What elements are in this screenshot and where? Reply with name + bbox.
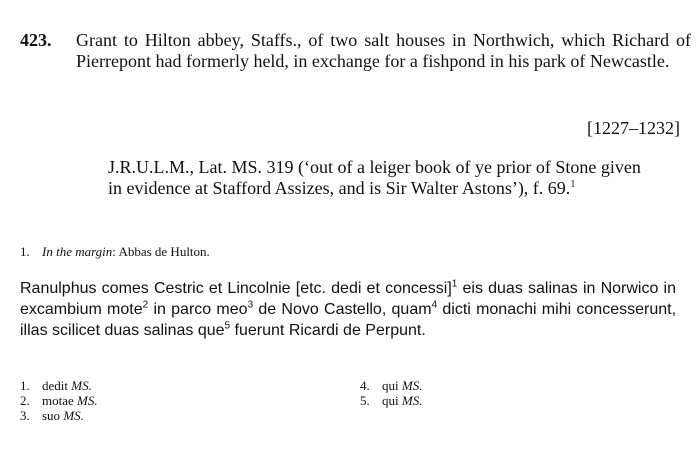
latin-text-segment: fuerunt Ricardi de Perpunt. <box>230 322 426 339</box>
margin-note <box>20 244 210 260</box>
footnote-item <box>360 378 422 393</box>
margin-note-label: In the margin <box>42 244 113 259</box>
footnote-item <box>20 393 98 408</box>
footnotes-column-2 <box>360 378 422 408</box>
footnote-ms: MS. <box>401 393 423 408</box>
footnote-word: suo <box>42 408 61 423</box>
latin-text-segment: in parco meo <box>148 301 248 318</box>
footnote-word: motae <box>42 393 74 408</box>
footnote-item <box>360 393 422 408</box>
entry-number: 423. <box>20 30 52 50</box>
footnotes-column-1 <box>20 378 98 423</box>
latin-text-segment: de Novo Castello, quam <box>253 301 432 318</box>
footnote-ref: 3 <box>247 299 254 311</box>
footnote-number: 3. <box>20 408 30 423</box>
margin-note-number: 1. <box>20 244 30 259</box>
entry-heading: Grant to Hilton abbey, Staffs., of two salt houses in Northwich, which Richard of Pierrepont had formerly held, in exchange for a fishpond in his park of Newcastle. <box>76 30 691 71</box>
source-text: J.R.U.L.M., Lat. MS. 319 (‘out of a leiger book of ye prior of Stone given in evidence at Stafford Assizes, and is Sir Walter Astons’), f. 69. <box>108 157 641 198</box>
footnote-ref: 4 <box>431 299 438 311</box>
margin-note-text: : Abbas de Hulton. <box>112 244 210 259</box>
latin-text-segment: dicti monachi mihi concesserunt, illas scilicet duas salinas que <box>20 301 677 339</box>
source-note-ref: 1 <box>570 179 576 190</box>
source-reference <box>108 157 648 199</box>
latin-text-segment: eis duas salinas in Norwico in excambium mote <box>20 280 676 318</box>
footnote-word: qui <box>382 378 399 393</box>
footnote-ms: MS. <box>401 378 423 393</box>
footnote-number: 4. <box>360 378 370 393</box>
footnote-item <box>20 378 98 393</box>
footnote-number: 5. <box>360 393 370 408</box>
footnote-ms: MS. <box>71 378 92 393</box>
footnote-ref: 2 <box>142 299 149 311</box>
footnote-number: 2. <box>20 393 30 408</box>
footnote-number: 1. <box>20 378 30 393</box>
footnote-ms: MS. <box>77 393 98 408</box>
footnote-word: qui <box>382 393 399 408</box>
latin-text-segment: Ranulphus comes Cestric et Lincolnie [etc. dedi et concessi] <box>20 280 452 297</box>
footnote-ms: MS. <box>63 408 84 423</box>
footnote-item <box>20 408 98 423</box>
latin-charter-text <box>20 278 676 341</box>
footnote-ref: 5 <box>224 320 231 332</box>
charter-date: [1227–1232] <box>587 118 680 138</box>
footnote-word: dedit <box>42 378 68 393</box>
footnote-ref: 1 <box>451 278 458 290</box>
